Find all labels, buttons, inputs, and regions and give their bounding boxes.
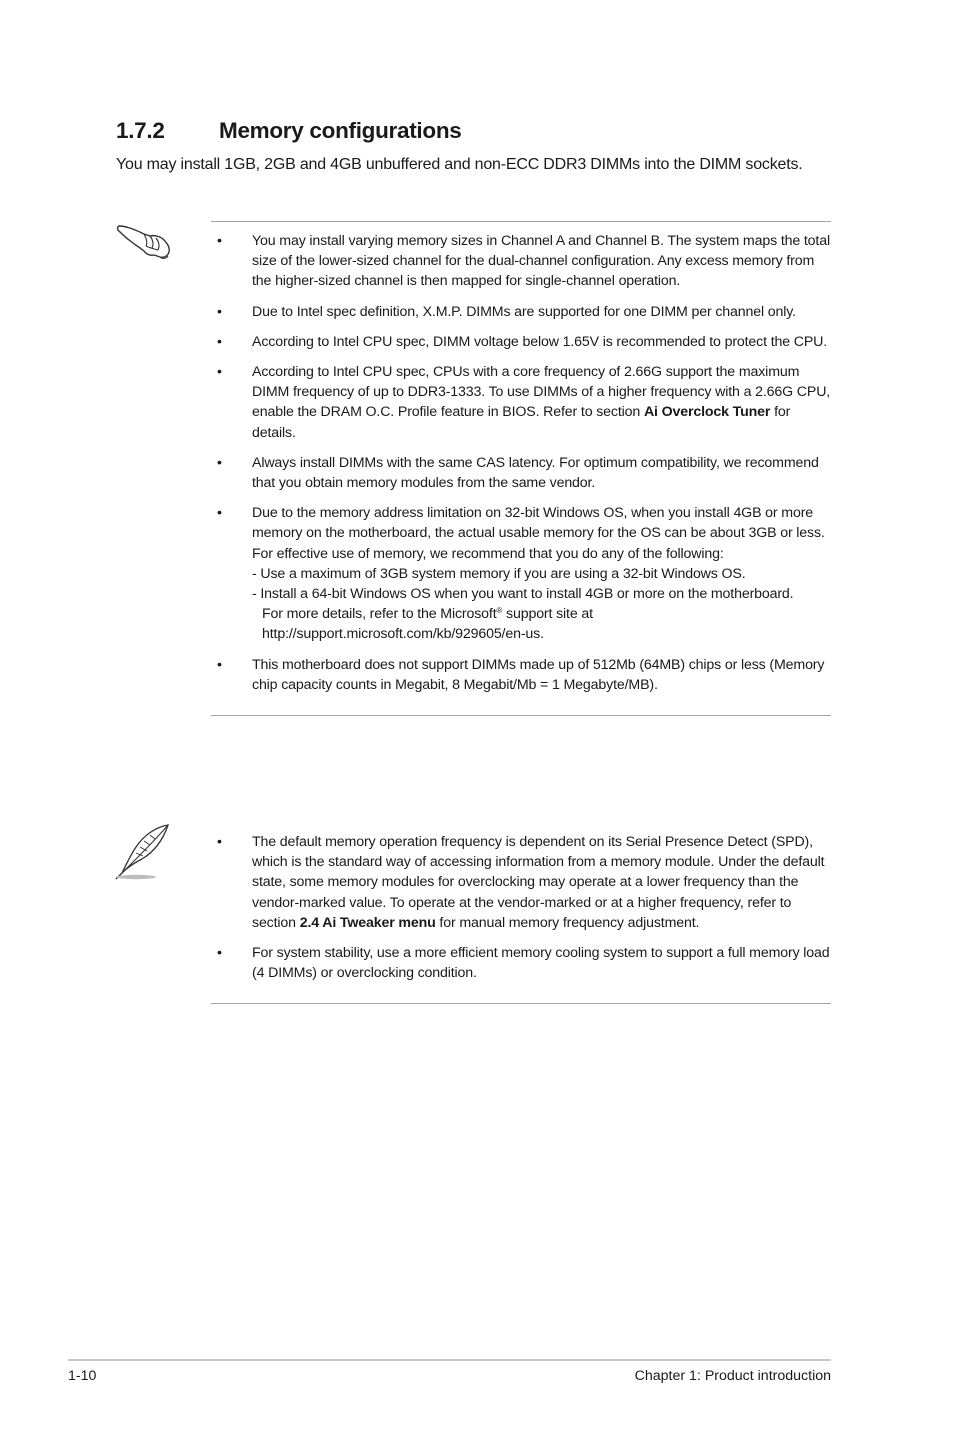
list-item <box>211 302 831 322</box>
bullet-marker: • <box>217 505 222 522</box>
list-item <box>211 832 831 933</box>
note-callout <box>211 832 831 1004</box>
list-item <box>211 231 831 292</box>
note-text: For system stability, use a more efficient memory cooling system to support a full memory load (4 DIMMs) or overclocking condition. <box>252 945 830 982</box>
bullet-marker: • <box>217 656 222 673</box>
option-line: - Use a maximum of 3GB system memory if you are using a 32-bit Windows OS. <box>252 565 746 582</box>
more-details-suffix: support site at <box>502 606 593 623</box>
bullet-marker: • <box>217 233 222 249</box>
note-text: for manual memory frequency adjustment. <box>435 914 700 931</box>
warning-text: for details. <box>252 404 791 441</box>
section-title: Memory configurations <box>219 118 462 143</box>
warning-callout <box>211 221 831 716</box>
list-item <box>211 362 831 443</box>
bold-setting-name: Ai Overclock Tuner <box>643 404 771 421</box>
note-text: The default memory operation frequency is dependent on its Serial Presence Detect (SPD), which is the standard way of accessing information from a memory module. Under the default state, some memory modules for overclocking may operate at a lower frequency than the vendor-marked value. To operate at the vendor-marked or at a higher frequency, refer to section <box>252 834 825 931</box>
warning-text: Due to the memory address limitation on 32-bit Windows OS, when you install 4GB or more memory on the motherboard, the actual usable memory for the OS can be about 3GB or less. For effective use of memory, we recommend that you do any of the following: <box>252 505 825 562</box>
list-item <box>211 655 831 695</box>
more-details-prefix: For more details, refer to the Microsoft <box>262 606 497 623</box>
page-number: 1-10 <box>68 1368 97 1384</box>
option-line: - Install a 64-bit Windows OS when you want to install 4GB or more on the motherboard. <box>252 586 794 603</box>
warning-text: Always install DIMMs with the same CAS latency. For optimum compatibility, we recommend that you obtain memory modules from the same vendor. <box>252 454 819 492</box>
warning-list <box>211 222 831 716</box>
pointing-hand-icon <box>116 218 172 260</box>
section-number: 1.7.2 <box>116 118 165 143</box>
list-item <box>211 453 831 493</box>
warning-text: Due to Intel spec definition, X.M.P. DIMMs are supported for one DIMM per channel only. <box>252 303 796 320</box>
list-item <box>211 943 831 983</box>
bullet-marker: • <box>217 364 222 381</box>
bullet-marker: • <box>217 945 222 962</box>
bullet-marker: • <box>217 834 222 850</box>
warning-text: According to Intel CPU spec, CPUs with a core frequency of 2.66G support the maximum DIMM frequency of up to DDR3-1333. To use DIMMs of a higher frequency with a 2.66G CPU, enable the DRAM O.C. Profile feature in BIOS. Refer to section <box>252 364 831 421</box>
warning-text: According to Intel CPU spec, DIMM voltage below 1.65V is recommended to protect the CPU. <box>252 333 828 350</box>
bullet-marker: • <box>217 454 222 471</box>
section-heading <box>116 118 461 144</box>
registered-mark: ® <box>496 606 503 616</box>
support-url: http://support.microsoft.com/kb/929605/en-us. <box>262 626 544 643</box>
chapter-title: Chapter 1: Product introduction <box>634 1368 831 1384</box>
more-details-line <box>252 604 831 624</box>
list-item <box>211 332 831 352</box>
warning-text: This motherboard does not support DIMMs made up of 512Mb (64MB) chips or less (Memory chip capacity counts in Megabit, 8 Megabit/Mb = 1 Megabyte/MB). <box>252 656 825 693</box>
warning-text: You may install varying memory sizes in Channel A and Channel B. The system maps the total size of the lower-sized channel for the dual-channel configuration. Any excess memory from the higher-sized channel is then mapped for single-channel operation. <box>252 233 830 290</box>
intro-paragraph: You may install 1GB, 2GB and 4GB unbuffered and non-ECC DDR3 DIMMs into the DIMM sockets. <box>116 156 803 173</box>
footer-divider <box>68 1359 831 1361</box>
list-item <box>211 503 831 644</box>
bold-section-reference: 2.4 Ai Tweaker menu <box>299 914 436 931</box>
feather-quill-icon <box>114 823 172 881</box>
bullet-marker: • <box>217 303 222 320</box>
note-list <box>211 832 831 1004</box>
bullet-marker: • <box>217 333 222 350</box>
